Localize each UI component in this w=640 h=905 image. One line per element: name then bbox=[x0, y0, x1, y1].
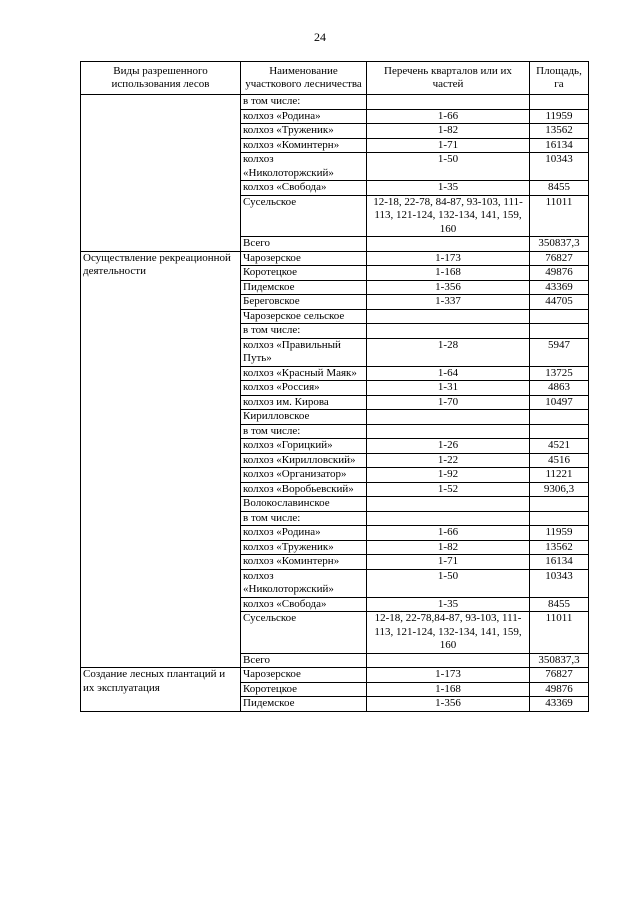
use-type-cell bbox=[81, 95, 241, 252]
quarters-cell: 1-82 bbox=[367, 540, 530, 555]
area-cell: 49876 bbox=[530, 266, 589, 281]
quarters-cell: 1-337 bbox=[367, 295, 530, 310]
forestry-name-cell: в том числе: bbox=[241, 424, 367, 439]
page-number: 24 bbox=[314, 30, 326, 44]
area-cell bbox=[530, 511, 589, 526]
quarters-cell: 1-50 bbox=[367, 569, 530, 597]
table-row bbox=[81, 668, 589, 683]
area-cell: 8455 bbox=[530, 181, 589, 196]
forestry-name-cell: Волокославинское bbox=[241, 497, 367, 512]
area-cell bbox=[530, 324, 589, 339]
forestry-name-cell: Сусельское bbox=[241, 195, 367, 237]
forestry-name-cell: колхоз «Коминтерн» bbox=[241, 138, 367, 153]
area-cell bbox=[530, 410, 589, 425]
forestry-name-cell: колхоз «Николоторжский» bbox=[241, 569, 367, 597]
forestry-name-cell: Чарозерское bbox=[241, 668, 367, 683]
quarters-cell: 1-31 bbox=[367, 381, 530, 396]
forestry-name-cell: колхоз «Организатор» bbox=[241, 468, 367, 483]
area-cell: 5947 bbox=[530, 338, 589, 366]
area-cell: 4521 bbox=[530, 439, 589, 454]
forestry-name-cell: Кирилловское bbox=[241, 410, 367, 425]
forestry-name-cell: Береговское bbox=[241, 295, 367, 310]
forest-use-table bbox=[80, 61, 589, 712]
forestry-name-cell: колхоз «Коминтерн» bbox=[241, 555, 367, 570]
area-cell: 4516 bbox=[530, 453, 589, 468]
forestry-name-cell: Всего bbox=[241, 237, 367, 252]
area-cell: 350837,3 bbox=[530, 237, 589, 252]
area-cell: 350837,3 bbox=[530, 653, 589, 668]
quarters-cell: 1-26 bbox=[367, 439, 530, 454]
forestry-name-cell: колхоз «Свобода» bbox=[241, 597, 367, 612]
area-cell: 9306,3 bbox=[530, 482, 589, 497]
quarters-cell: 12-18, 22-78,84-87, 93-103, 111-113, 121-124, 132-134, 141, 159, 160 bbox=[367, 612, 530, 654]
forestry-name-cell: колхоз «Николоторжский» bbox=[241, 153, 367, 181]
header-quarters: Перечень кварталов или их частей bbox=[367, 62, 530, 95]
area-cell: 16134 bbox=[530, 555, 589, 570]
forestry-name-cell: колхоз «Труженик» bbox=[241, 124, 367, 139]
area-cell: 10343 bbox=[530, 569, 589, 597]
forestry-name-cell: колхоз «Горицкий» bbox=[241, 439, 367, 454]
area-cell: 76827 bbox=[530, 251, 589, 266]
area-cell: 10343 bbox=[530, 153, 589, 181]
area-cell: 11011 bbox=[530, 195, 589, 237]
forestry-name-cell: колхоз «Правильный Путь» bbox=[241, 338, 367, 366]
quarters-cell: 1-173 bbox=[367, 251, 530, 266]
quarters-cell: 1-356 bbox=[367, 697, 530, 712]
area-cell: 13562 bbox=[530, 124, 589, 139]
area-cell bbox=[530, 95, 589, 110]
quarters-cell bbox=[367, 497, 530, 512]
forestry-name-cell: колхоз «Труженик» bbox=[241, 540, 367, 555]
quarters-cell bbox=[367, 424, 530, 439]
area-cell: 8455 bbox=[530, 597, 589, 612]
quarters-cell: 1-52 bbox=[367, 482, 530, 497]
quarters-cell: 1-22 bbox=[367, 453, 530, 468]
forestry-name-cell: в том числе: bbox=[241, 511, 367, 526]
quarters-cell: 1-64 bbox=[367, 366, 530, 381]
quarters-cell: 1-35 bbox=[367, 597, 530, 612]
forestry-name-cell: в том числе: bbox=[241, 95, 367, 110]
quarters-cell: 1-92 bbox=[367, 468, 530, 483]
area-cell: 76827 bbox=[530, 668, 589, 683]
quarters-cell: 1-71 bbox=[367, 138, 530, 153]
area-cell: 10497 bbox=[530, 395, 589, 410]
header-area: Площадь, га bbox=[530, 62, 589, 95]
forestry-name-cell: Чарозерское bbox=[241, 251, 367, 266]
quarters-cell: 1-82 bbox=[367, 124, 530, 139]
quarters-cell bbox=[367, 410, 530, 425]
quarters-cell: 1-71 bbox=[367, 555, 530, 570]
area-cell: 16134 bbox=[530, 138, 589, 153]
table-header-row bbox=[81, 62, 589, 95]
table-row bbox=[81, 251, 589, 266]
forestry-name-cell: колхоз им. Кирова bbox=[241, 395, 367, 410]
area-cell: 13725 bbox=[530, 366, 589, 381]
quarters-cell: 1-50 bbox=[367, 153, 530, 181]
area-cell: 44705 bbox=[530, 295, 589, 310]
header-forestry-name: Наименование участкового лесничества bbox=[241, 62, 367, 95]
quarters-cell: 1-168 bbox=[367, 682, 530, 697]
use-type-cell: Создание лесных плантаций и их эксплуатация bbox=[81, 668, 241, 712]
quarters-cell bbox=[367, 95, 530, 110]
quarters-cell bbox=[367, 309, 530, 324]
quarters-cell: 1-35 bbox=[367, 181, 530, 196]
quarters-cell bbox=[367, 324, 530, 339]
quarters-cell: 1-66 bbox=[367, 109, 530, 124]
forestry-name-cell: колхоз «Свобода» bbox=[241, 181, 367, 196]
use-type-cell: Осуществление рекреационной деятельности bbox=[81, 251, 241, 668]
forestry-name-cell: колхоз «Родина» bbox=[241, 526, 367, 541]
quarters-cell bbox=[367, 237, 530, 252]
forestry-name-cell: колхоз «Россия» bbox=[241, 381, 367, 396]
quarters-cell: 12-18, 22-78, 84-87, 93-103, 111-113, 121-124, 132-134, 141, 159, 160 bbox=[367, 195, 530, 237]
forestry-name-cell: колхоз «Родина» bbox=[241, 109, 367, 124]
quarters-cell bbox=[367, 511, 530, 526]
area-cell bbox=[530, 497, 589, 512]
quarters-cell: 1-28 bbox=[367, 338, 530, 366]
area-cell: 13562 bbox=[530, 540, 589, 555]
table-body bbox=[81, 95, 589, 712]
forestry-name-cell: Пидемское bbox=[241, 280, 367, 295]
forestry-name-cell: Коротецкое bbox=[241, 266, 367, 281]
table-row bbox=[81, 95, 589, 110]
area-cell: 11011 bbox=[530, 612, 589, 654]
forestry-name-cell: Пидемское bbox=[241, 697, 367, 712]
quarters-cell: 1-168 bbox=[367, 266, 530, 281]
forestry-name-cell: Коротецкое bbox=[241, 682, 367, 697]
area-cell bbox=[530, 309, 589, 324]
forestry-name-cell: в том числе: bbox=[241, 324, 367, 339]
area-cell: 43369 bbox=[530, 697, 589, 712]
area-cell: 11221 bbox=[530, 468, 589, 483]
forestry-name-cell: колхоз «Кирилловский» bbox=[241, 453, 367, 468]
forestry-name-cell: Всего bbox=[241, 653, 367, 668]
forestry-name-cell: колхоз «Красный Маяк» bbox=[241, 366, 367, 381]
forestry-name-cell: Сусельское bbox=[241, 612, 367, 654]
area-cell: 43369 bbox=[530, 280, 589, 295]
quarters-cell: 1-70 bbox=[367, 395, 530, 410]
quarters-cell bbox=[367, 653, 530, 668]
area-cell: 11959 bbox=[530, 109, 589, 124]
area-cell bbox=[530, 424, 589, 439]
area-cell: 4863 bbox=[530, 381, 589, 396]
quarters-cell: 1-66 bbox=[367, 526, 530, 541]
forestry-name-cell: колхоз «Воробьевский» bbox=[241, 482, 367, 497]
forestry-name-cell: Чарозерское сельское bbox=[241, 309, 367, 324]
quarters-cell: 1-173 bbox=[367, 668, 530, 683]
quarters-cell: 1-356 bbox=[367, 280, 530, 295]
area-cell: 49876 bbox=[530, 682, 589, 697]
area-cell: 11959 bbox=[530, 526, 589, 541]
header-use-type: Виды разрешенного использования лесов bbox=[81, 62, 241, 95]
